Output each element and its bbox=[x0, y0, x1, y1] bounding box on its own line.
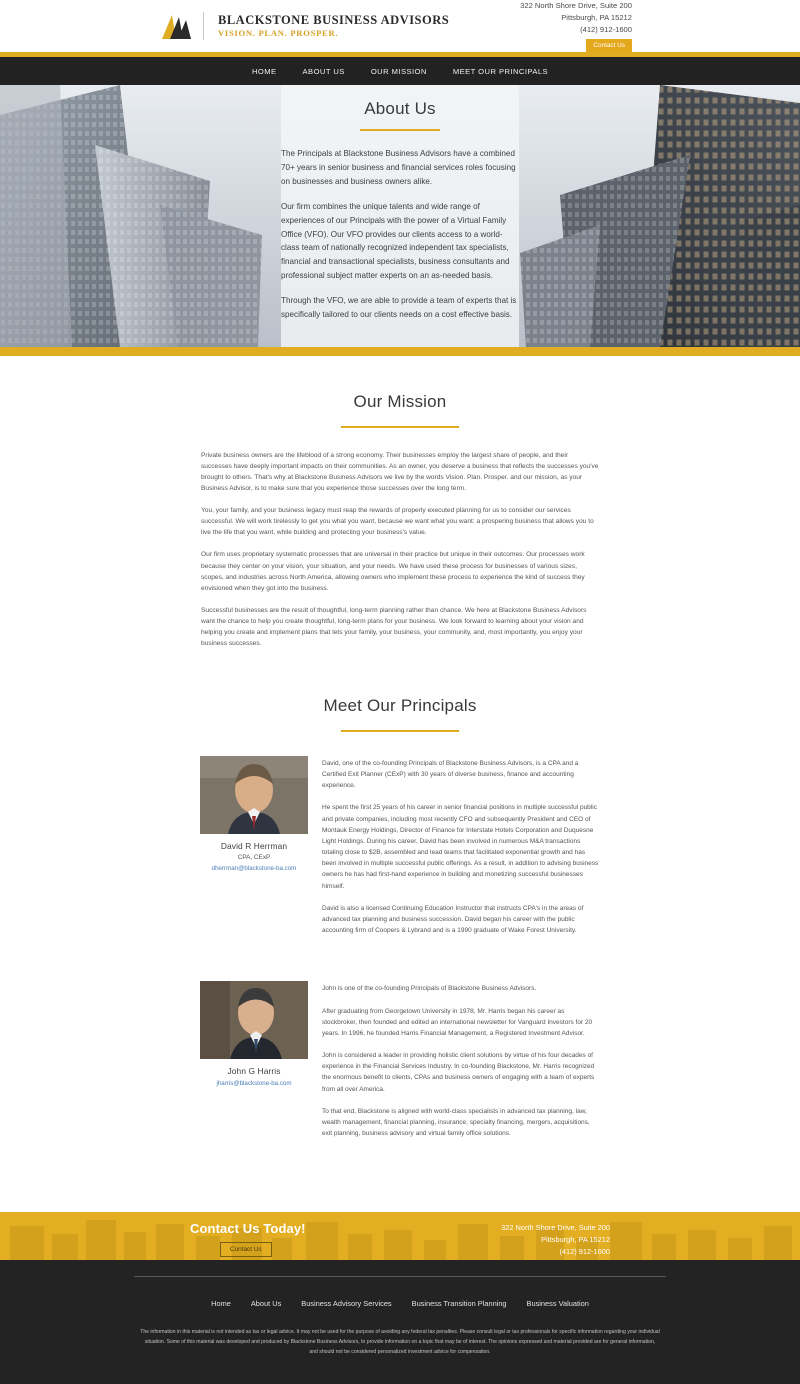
nav-item-home[interactable]: HOME bbox=[251, 66, 277, 76]
main-navigation bbox=[0, 57, 800, 85]
nav-item-meet-our-principals[interactable]: MEET OUR PRINCIPALS bbox=[452, 66, 549, 76]
principal-card bbox=[200, 756, 600, 947]
hero-paragraph-1: The Principals at Blackstone Business Advisors have a combined 70+ years in senior business and financial services roles focusing on businesses and business owners alike. bbox=[281, 149, 516, 186]
contact-cta-section bbox=[0, 1212, 800, 1260]
footer-divider bbox=[134, 1276, 666, 1277]
principal-name: John G Harris bbox=[227, 1066, 281, 1077]
cta-title: Contact Us Today! bbox=[190, 1221, 306, 1237]
header-address-line1: 322 North Shore Drive, Suite 200 bbox=[520, 1, 632, 11]
header-contact-us-button[interactable]: Contact Us bbox=[586, 39, 632, 52]
footer-navigation bbox=[0, 1299, 800, 1308]
hero-about-section bbox=[0, 85, 800, 347]
principal-email-link[interactable]: jharris@blackstone-ba.com bbox=[216, 1080, 292, 1088]
nav-item-our-mission[interactable]: OUR MISSION bbox=[370, 66, 427, 76]
brand-name: BLACKSTONE BUSINESS ADVISORS bbox=[218, 12, 450, 27]
mountain-logo-icon bbox=[160, 11, 194, 41]
cta-address-line2: Pittsburgh, PA 15212 bbox=[541, 1235, 610, 1245]
brand-tagline: VISION. PLAN. PROSPER. bbox=[218, 28, 339, 39]
hero-title-underline bbox=[360, 129, 440, 131]
avatar bbox=[200, 756, 308, 834]
mission-title: Our Mission bbox=[353, 392, 447, 411]
principals-title: Meet Our Principals bbox=[323, 695, 477, 715]
principal-card bbox=[200, 981, 600, 1150]
mission-paragraph-4: Successful businesses are the result of thoughtful, long-term planning rather than chance. We here at Blackstone Business Advisors want the chance to help you create thoughtful, long-term plans for your business. We look forward to learning about your vision and helping you create and implement plans that lets your family, your business, your community, and, most importantly, you enjoy your business successes. bbox=[201, 606, 587, 647]
footer-link-about-us[interactable]: About Us bbox=[250, 1299, 282, 1309]
footer-link-business-transition-planning[interactable]: Business Transition Planning bbox=[411, 1299, 507, 1309]
nav-item-about-us[interactable]: ABOUT US bbox=[302, 66, 345, 76]
cta-address-line1: 322 North Shore Drive, Suite 200 bbox=[501, 1223, 610, 1233]
mission-title-underline bbox=[341, 426, 459, 428]
header-address-line2: Pittsburgh, PA 15212 bbox=[561, 13, 632, 23]
header-contact-info bbox=[520, 0, 632, 51]
principal-bio-paragraph: He spent the first 25 years of his career in senior financial positions in multiple successful public and private companies, including most recently CFO and subsequently President and CEO of Montauk Energy Holdings, Director of Finance for Interstate Hotels Corporation and Duquesne Light Holdings. During his career, David has been involved in numerous M&A transactions totaling close to $2B, assembled and lead teams that facilitated exponential growth and has been involved in multiple successful public offerings. As a result, in addition to advising business owners he has had first-hand experience in building and monetizing successful businesses himself. bbox=[322, 804, 599, 890]
principal-bio-paragraph: David, one of the co-founding Principals of Blackstone Business Advisors, is a CPA and a Certified Exit Planner (CExP) with 30 years of diverse business, finance and accounting experience. bbox=[322, 759, 579, 790]
avatar bbox=[200, 981, 308, 1059]
principal-bio-paragraph: John is one of the co-founding Principals of Blackstone Business Advisors. bbox=[322, 985, 537, 993]
cta-contact-info bbox=[501, 1221, 610, 1258]
principal-bio-paragraph: David is also a licensed Continuing Education Instructor that instructs CPA's in the areas of advanced tax planning and business succession. David began his career with the public accounting firm of Coopers & Lybrand and is a 1990 graduate of Wake Forest University. bbox=[322, 904, 584, 935]
principal-email-link[interactable]: dherrman@blackstone-ba.com bbox=[211, 864, 297, 872]
principal-bio-paragraph: To that end, Blackstone is aligned with world-class specialists in advanced tax planning, law, wealth management, financial planning, insurance, specialty financing, mergers, acquisitions, exit planning, business advisory and virtual family office solutions. bbox=[322, 1107, 590, 1138]
header-phone: (412) 912-1600 bbox=[580, 24, 632, 34]
site-footer bbox=[0, 1260, 800, 1384]
footer-link-home[interactable]: Home bbox=[211, 1299, 231, 1309]
principals-title-underline bbox=[341, 730, 459, 732]
cta-phone: (412) 912-1600 bbox=[559, 1247, 610, 1257]
meet-our-principals-section bbox=[0, 660, 800, 1212]
hero-paragraph-3: Through the VFO, we are able to provide a team of experts that is specifically tailored to our clients needs on a cost effective basis. bbox=[281, 296, 517, 320]
hero-bottom-gold-band bbox=[0, 347, 800, 356]
hero-title: About Us bbox=[364, 99, 436, 118]
brand-divider bbox=[203, 12, 204, 40]
mission-paragraph-1: Private business owners are the lifeblood of a strong economy. Their businesses employ the largest share of people, and their successes have deeply important impacts on their communities. As an owner, you deserve a business that reflects the successes you've brought to others. That's why at Blackstone Business Advisors we live by the words Vision. Plan. Prosper. and our mission, as your Business Advisor, is to make sure that you experience those successes over the long term. bbox=[201, 452, 599, 493]
brand-logo[interactable] bbox=[160, 11, 449, 41]
site-header bbox=[0, 0, 800, 52]
principal-bio-paragraph: After graduating from Georgetown University in 1978, Mr. Harris began his career as stockbroker, then founded and edited an international newsletter for Vanguard Investors for 20 years. In 1996, he founded Harris Financial Management, a Registered Investment Advisor. bbox=[322, 1007, 593, 1037]
principal-credentials: CPA, CExP bbox=[237, 853, 271, 861]
cta-contact-us-button[interactable]: Contact Us bbox=[220, 1242, 272, 1257]
mission-paragraph-3: Our firm uses proprietary systematic processes that are universal in their practice but unique in their outcomes. Our processes work because they center on your vision, your situation, and your needs. We have used these process for businesses of various sizes, scopes, and industries across North America, allowing owners who implement these process to experience the kind of success they envisioned when they got into the business. bbox=[201, 551, 585, 592]
our-mission-section bbox=[0, 356, 800, 649]
principal-bio-paragraph: John is considered a leader in providing holistic client solutions by virtue of his four decades of experience in the Financial Services Industry. In co-founding Blackstone, Mr. Harris recognized the enormous benefit to clients, CPAs and business owners of engaging with a team of experts from all over America. bbox=[322, 1052, 595, 1093]
principal-name: David R Herrman bbox=[220, 840, 288, 851]
mission-paragraph-2: You, your family, and your business legacy must reap the rewards of properly executed planning for us to consider our services successful. We will work tirelessly to get you what you want, because we want what you want: a prospering business that allows you to live the life that you want, while building and protecting your business's value. bbox=[201, 507, 594, 537]
footer-disclaimer: The information in this material is not intended as tax or legal advice. It may not be used for the purpose of avoiding any federal tax penalties. Please consult legal or tax professionals for specific information regarding your individual situation. Some of this material was developed and produced by Blackstone Business Advisors, to provide information on a topic that may be of interest. The opinions expressed and material provided are for general information, and should not be considered personalized investment advice for compensation. bbox=[140, 1329, 660, 1356]
footer-link-business-advisory-services[interactable]: Business Advisory Services bbox=[301, 1299, 392, 1309]
footer-link-business-valuation[interactable]: Business Valuation bbox=[526, 1299, 589, 1309]
hero-paragraph-2: Our firm combines the unique talents and wide range of experiences of our Principals with the power of a Virtual Family Office (VFO). Our VFO provides our clients access to a world-class team of nationally recognized independent tax specialists, financial and transactional specialists, business consultants and professional subject matter experts on an as-needed basis. bbox=[281, 201, 510, 281]
